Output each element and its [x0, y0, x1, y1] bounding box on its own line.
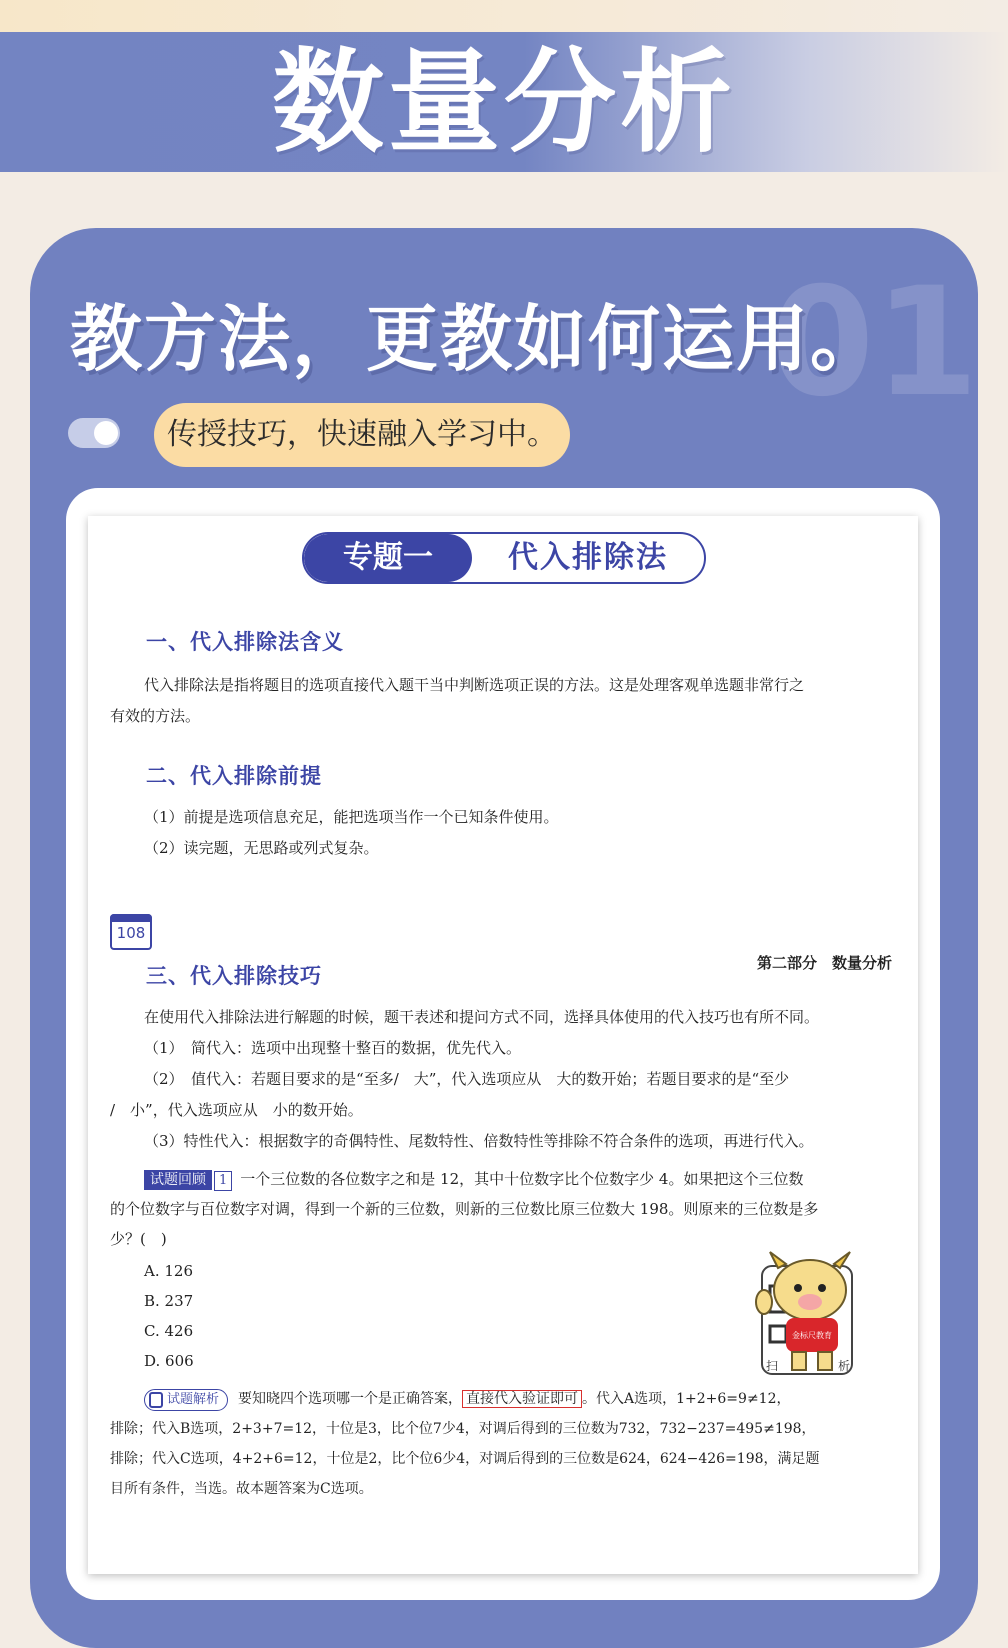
option-item: B. 237 — [144, 1292, 194, 1310]
list-item: （2） 值代入：若题目要求的是“至多/ 大”，代入选项应从 大的数开始；若题目要求的是“至少 — [144, 1070, 790, 1088]
analysis-line: 试题解析 要知晓四个选项哪一个是正确答案， 直接代入验证即可 。代入A选项，1+2+6=9≠12， — [144, 1384, 791, 1415]
mascot-badge: 金标尺教育 — [792, 1331, 832, 1340]
book-page — [88, 516, 918, 1574]
section-title: 二、代入排除前提 — [146, 764, 322, 788]
list-item: （1） 简代入：选项中出现整十整百的数据，优先代入。 — [144, 1039, 522, 1057]
paragraph: 有效的方法。 — [110, 707, 201, 725]
analysis-line: 排除；代入C选项，4+2+6=12，十位是2，比个位6少4，对调后得到的三位数是624，624−426=198，满足题 — [110, 1451, 820, 1467]
section-title: 三、代入排除技巧 — [146, 964, 322, 988]
paragraph: 在使用代入排除法进行解题的时候，题干表述和提问方式不同，选择具体使用的代入技巧也有所不同。 — [144, 1008, 820, 1026]
list-item: （3）特性代入：根据数字的奇偶特性、尾数特性、倍数特性等排除不符合条件的选项，再进行代入。 — [144, 1132, 814, 1150]
document-icon — [149, 1392, 163, 1408]
mascot-qr-left: 扫 — [766, 1359, 779, 1373]
option-item: C. 426 — [144, 1322, 194, 1340]
question-tag: 试题回顾 — [144, 1170, 212, 1190]
topic-title: 代入排除法 — [508, 540, 668, 575]
list-item: / 小”，代入选项应从 小的数开始。 — [110, 1101, 363, 1119]
analysis-line: 排除；代入B选项，2+3+7=12，十位是3，比个位7少4，对调后得到的三位数为732，732−237=495≠198， — [110, 1421, 816, 1437]
highlight-box: 直接代入验证即可 — [462, 1390, 582, 1408]
question-line: 少？( ) — [110, 1230, 167, 1248]
topic-tag: 专题一 — [304, 534, 472, 582]
question-line: 试题回顾 1 一个三位数的各位数字之和是 12，其中十位数字比个位数字少 4。如果把这个三位数 — [144, 1164, 803, 1195]
panel-subtitle: 传授技巧，快速融入学习中。 — [154, 403, 570, 467]
list-item: （1）前提是选项信息充足，能把选项当作一个已知条件使用。 — [144, 808, 559, 826]
analysis-line: 目所有条件，当选。故本题答案为C选项。 — [110, 1481, 373, 1497]
mascot-illustration — [752, 1246, 860, 1378]
toggle-icon — [68, 418, 120, 448]
option-item: D. 606 — [144, 1352, 194, 1370]
top-stripe — [0, 0, 1008, 32]
question-line: 的个位数字与百位数字对调，得到一个新的三位数，则新的三位数比原三位数大 198。则原来的三位数是多 — [110, 1200, 819, 1218]
section-title: 一、代入排除法含义 — [146, 630, 344, 654]
topic-header — [302, 532, 706, 584]
banner-title: 数量分析 — [272, 38, 736, 168]
mascot-qr-right: 析 — [838, 1359, 851, 1373]
option-item: A. 126 — [144, 1262, 193, 1280]
part-label: 第二部分 数量分析 — [756, 954, 892, 972]
question-number: 1 — [214, 1171, 232, 1191]
page-number: 108 — [110, 914, 152, 950]
paragraph: 代入排除法是指将题目的选项直接代入题干当中判断选项正误的方法。这是处理客观单选题非常行之 — [144, 676, 805, 694]
list-item: （2）读完题，无思路或列式复杂。 — [144, 839, 379, 857]
analysis-tag: 试题解析 — [144, 1389, 228, 1411]
panel-headline: 教方法，更教如何运用。 — [70, 297, 885, 381]
watermark-number: 01 — [770, 256, 979, 430]
